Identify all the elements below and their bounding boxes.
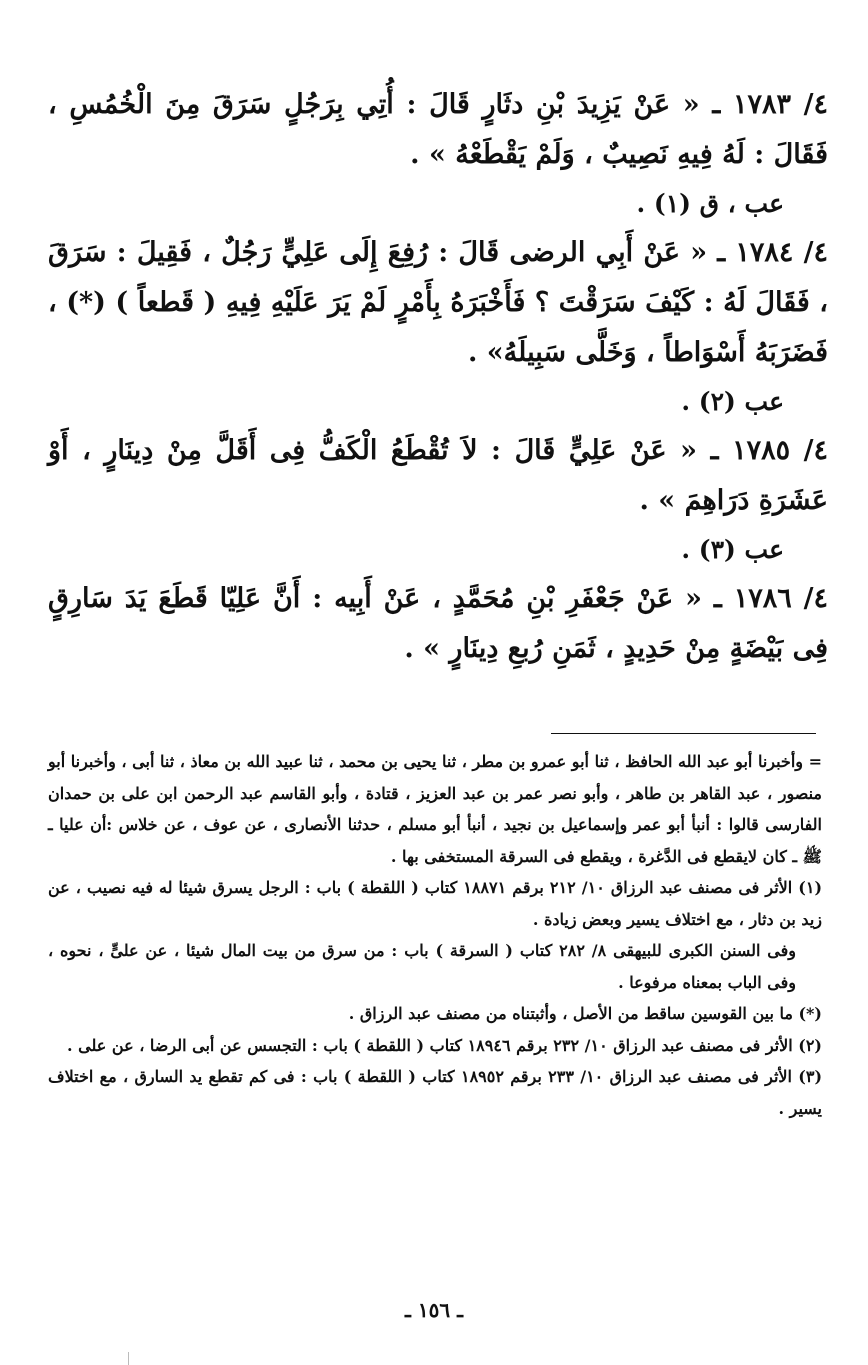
hadith-number: ٤/ ١٧٨٥ ـ [710,435,828,466]
hadith-1784 [48,228,828,378]
footnote-3: (٣) الأثر فى مصنف عبد الرزاق ١٠/ ٢٣٣ برقم ١٨٩٥٢ كتاب ( اللقطة ) باب : فى كم تقطع يد السارق ، مع اختلاف يسير . [48,1067,823,1118]
footnote-separator [551,733,816,734]
hadith-1785 [48,426,828,526]
hadith-source: عب ، ق (١) . [636,189,784,218]
footnote-2: (٢) الأثر فى مصنف عبد الرزاق ١٠/ ٢٣٢ برقم ١٨٩٤٦ كتاب ( اللقطة ) باب : التجسس عن أبى الرضا ، عن على . [67,1035,822,1055]
hadith-number: ٤/ ١٧٨٤ ـ [717,237,829,268]
footnote-star: (*) ما بين القوسين ساقط من الأصل ، وأثبتناه من مصنف عبد الرزاق . [348,1004,822,1023]
hadith-text: « عَنْ أَبِي الرضى قَالَ : رُفِعَ إِلَى عَلِيٍّ رَجُلٌ ، فَقِيلَ : سَرَقَ ، فَقَالَ لَهُ : كَيْفَ سَرَقْتَ ؟ فَأَخْبَرَهُ بِأَمْرٍ لَمْ يَرَ عَلَيْهِ فِيهِ ( قَطعاً ) (*) ، فَضَرَبَهُ أَسْوَاطاً ، وَخَلَّى سَبِيلَهُ» . [48,237,828,368]
scan-mark [128,1352,129,1365]
hadith-source: عب (٣) . [681,535,784,564]
hadith-text: « عَنْ عَلِيٍّ قَالَ : لاَ تُقْطَعُ الْكَفُّ فِى أَقَلَّ مِنْ دِينَارٍ ، أَوْ عَشَرَةِ دَرَاهِمَ » . [48,435,828,516]
page-number: ـ ١٥٦ ـ [405,1298,463,1322]
footnote-1: (١) الأثر فى مصنف عبد الرزاق ١٠/ ٢١٢ برقم ١٨٨٧١ كتاب ( اللقطة ) باب : الرجل يسرق شيئا له فيه نصيب ، عن زيد بن دثار ، مع اختلاف يسير وبعض زيادة . [48,878,823,929]
footnote-1-continued: وفى السنن الكبرى للبيهقى ٨/ ٢٨٢ كتاب ( السرقة ) باب : من سرق من بيت المال شيئا ، عن علىٍّ ، نحوه ، وفى الباب بمعناه مرفوعا . [48,941,797,992]
hadith-1786 [48,574,828,674]
hadith-source: عب (٢) . [681,387,784,416]
hadith-text: « عَنْ يَزِيدَ بْنِ دثَارٍ قَالَ : أُتِي بِرَجُلٍ سَرَقَ مِنَ الْخُمُسِ ، فَقَالَ : لَهُ فِيهِ نَصِيبٌ ، وَلَمْ يَقْطَعْهُ » . [48,89,828,170]
hadith-number: ٤/ ١٧٨٣ ـ [712,89,828,120]
hadith-1783 [48,80,828,180]
hadith-number: ٤/ ١٧٨٦ ـ [713,583,829,614]
footnotes [48,746,822,1124]
hadith-text: « عَنْ جَعْفَرِ بْنِ مُحَمَّدٍ ، عَنْ أَبِيه : أَنَّ عَلِيّا قَطَعَ يَدَ سَارِقٍ فِى بَيْضَةٍ مِنْ حَدِيدٍ ، ثَمَنِ رُبعِ دِينَارٍ » . [48,583,828,664]
footnote-continuation: = وأخبرنا أبو عبد الله الحافظ ، ثنا أبو عمرو بن مطر ، ثنا يحيى بن محمد ، ثنا عبيد الله بن معاذ ، ثنا أبى ، وأخبرنا أبو منصور ، عبد القاهر بن طاهر ، وأبو نصر عمر بن عبد العزيز ، قتادة ، وأبو القاسم عبد الرحمن ابن على بن حمدان الفارسى قالوا : أنبأ أبو عمر وإسماعيل بن نجيد ، أنبأ أبو مسلم ، حدثنا الأنصارى ، عن عوف ، عن خلاس :أن عليا ـ ﷺ ـ كان لايقطع فى الدَّغرة ، ويقطع فى السرقة المستخفى بها . [48,752,823,866]
main-text [48,80,828,674]
